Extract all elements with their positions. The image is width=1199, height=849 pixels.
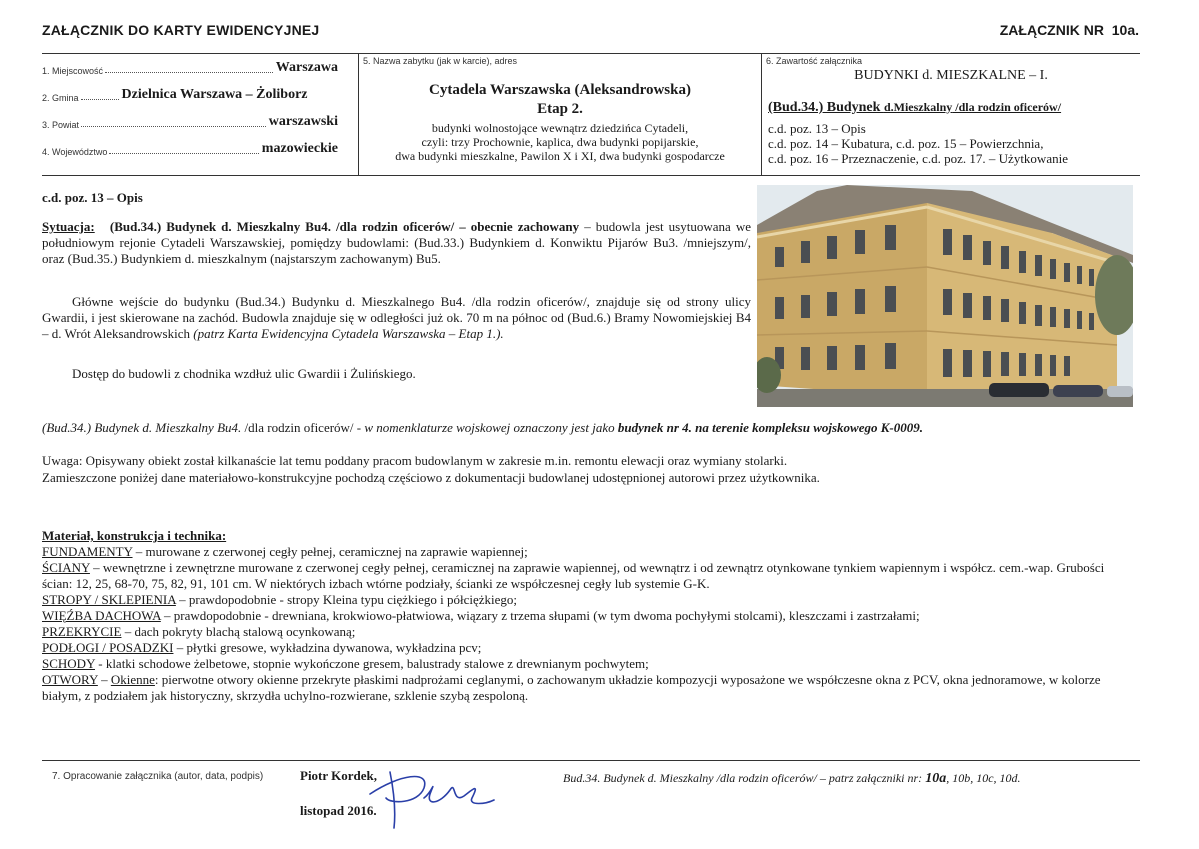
column-divider [358, 53, 359, 175]
attachment-building-name: (Bud.34.) Budynek d.Mieszkalny /dla rodzin oficerów/ [768, 100, 1062, 115]
signature-mark [360, 764, 500, 834]
entrance-paragraph: Główne wejście do budynku (Bud.34.) Budynku d. Mieszkalnego Bu4. /dla rodzin oficerów/, znajduje się od strony ulicy Gwardii, i jest skierowane na zachód. Budowla znajduje się w odległości już ok. 70 m na północ od (Bud.6.) Bramy Nowomiejskiej B4 – d. Wrót Aleksandrowskich (patrz Karta Ewidencyjna Cytadela Warszawska – Etap 1.). [42, 294, 751, 341]
materials-title: Materiał, konstrukcja i technika: [42, 528, 227, 543]
material-ceilings: STROPY / SKLEPIENIA – prawdopodobnie - stropy Kleina typu ciężkiego i półciężkiego; [42, 592, 518, 607]
material-roof-truss: WIĘŹBA DACHOWA – prawdopodobnie - drewniana, krokwiowo-płatwiowa, wiązary z trzema słupami (w tym dwoma pochyłymi stolcami), kleszczami i zastrzałami; [42, 608, 920, 623]
note-block: Uwaga: Opisywany obiekt został kilkanaście lat temu poddany pracom budowlanym w zakresie m.in. remontu elewacji oraz wymiany stolarki. Zamieszczone poniżej dane materiałowo-konstrukcyjne pochodzą częściowo z dokumentacji budowlanej udostępnionej autorowi przez użytkownika. [42, 453, 820, 485]
attachment-content-title: BUDYNKI d. MIESZKALNE – I. [854, 68, 1048, 83]
footer-rule [42, 760, 1140, 761]
monument-name: Cytadela Warszawska (Aleksandrowska) [429, 82, 691, 98]
building-photo [757, 185, 1133, 407]
header-rule [42, 53, 1140, 54]
situation-paragraph: Sytuacja: (Bud.34.) Budynek d. Mieszkalny Bu4. /dla rodzin oficerów/ – obecnie zachowany – budowla jest usytuowana we południowym rejonie Cytadeli Warszawskiej, pomiędzy budowlami: (Bud.33.) Budynkiem d. Konwiktu Pijarów Bu3. /mniejszym/, oraz (Bud.35.) Budynkiem d. mieszkalnym (najstarszym zachowanym) Bu5. [42, 219, 751, 266]
access-paragraph: Dostęp do budowli z chodnika wzdłuż ulic Gwardii i Żulińskiego. [72, 366, 416, 381]
monument-stage: Etap 2. [537, 101, 583, 117]
material-openings: OTWORY – Okienne: pierwotne otwory okienne przekryte płaskimi nadprożami ceglanymi, o zachowanym układzie kompozycji wyposażone we współczesne okna z PCV, okna jednoramowe, w kolorze białym, z podziałem jak historyczny, skrzydła uchylno-rozwierane, szklenie szybą zespoloną. [42, 672, 1101, 703]
monument-description: budynki wolnostojące wewnątrz dziedzińca Cytadeli, czyli: trzy Prochownie, kaplica, dwa budynki popijarskie, dwa budynki mieszkalne, Pawilon X i XI, dwa budynki gospodarcze [395, 121, 725, 163]
attachment-number: ZAŁĄCZNIK NR 10a. [999, 22, 1139, 38]
location-row-city: 1. Miejscowość Warszawa [42, 60, 338, 76]
section-title: c.d. poz. 13 – Opis [42, 190, 143, 205]
material-stairs: SCHODY - klatki schodowe żelbetowe, stopnie wykończone gresem, balustrady stalowe z drewnianym pochwytem; [42, 656, 649, 671]
material-roofing: PRZEKRYCIE – dach pokryty blachą stalową ocynkowaną; [42, 624, 356, 639]
material-floors: PODŁOGI / POSADZKI – płytki gresowe, wykładzina dywanowa, wykładzina pcv; [42, 640, 482, 655]
location-row-commune: 2. Gmina Dzielnica Warszawa – Żoliborz [42, 87, 308, 103]
material-walls: ŚCIANY – wewnętrzne i zewnętrzne murowane z czerwonej cegły pełnej, ceramicznej na zaprawie wapiennej, od wewnątrz i od zewnątrz otynkowane tynkiem wapiennym i współcz. cem.-wap. Grubości ścian: 12, 25, 68-70, 75, 82, 91, 101 cm. W niektórych izbach wtórne podziały, ścianki ze współczesnej cegły lub systemie G-K. [42, 560, 1105, 591]
table-bottom-rule [42, 175, 1140, 176]
attachment-header-title: ZAŁĄCZNIK DO KARTY EWIDENCYJNEJ [42, 22, 320, 38]
attachment-position-list: c.d. poz. 13 – Opis c.d. poz. 14 – Kubatura, c.d. poz. 15 – Powierzchnia, c.d. poz. 16 – Przeznaczenie, c.d. poz. 17. – Użytkowanie [768, 121, 1068, 166]
location-row-voivodeship: 4. Województwo mazowieckie [42, 141, 338, 157]
materials-list [42, 544, 1134, 704]
location-row-county: 3. Powiat warszawski [42, 114, 338, 130]
prepared-by-label: 7. Opracowanie załącznika (autor, data, podpis) [52, 771, 264, 782]
monument-label: 5. Nazwa zabytku (jak w karcie), adres [363, 56, 518, 66]
prepared-date: listopad 2016. [300, 803, 377, 818]
material-foundations: FUNDAMENTY – murowane z czerwonej cegły pełnej, ceramicznej na zaprawie wapiennej; [42, 544, 528, 559]
building-illustration [757, 185, 1133, 407]
attachment-content-label: 6. Zawartość załącznika [766, 56, 863, 66]
attachments-reference: Bud.34. Budynek d. Mieszkalny /dla rodzin oficerów/ – patrz załączniki nr: 10a, 10b, 10c, 10d. [563, 771, 1021, 786]
author-name: Piotr Kordek, [300, 768, 378, 783]
nomenclature-line: (Bud.34.) Budynek d. Mieszkalny Bu4. /dla rodzin oficerów/ - w nomenklaturze wojskowej oznaczony jest jako budynek nr 4. na terenie kompleksu wojskowego K-0009. [42, 420, 924, 435]
